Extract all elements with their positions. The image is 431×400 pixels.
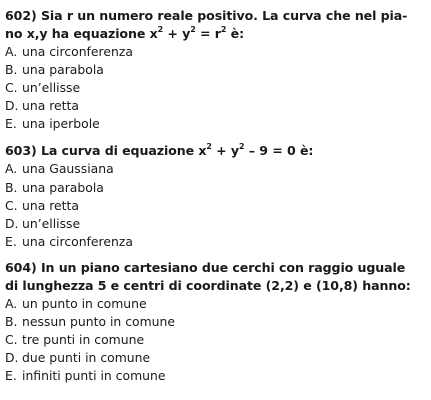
answer-options — [5, 160, 427, 250]
answer-option[interactable] — [5, 61, 427, 79]
option-text: una iperbole — [22, 116, 100, 132]
answer-option[interactable] — [5, 313, 427, 331]
answer-option[interactable] — [5, 349, 427, 367]
option-letter: D. — [5, 350, 19, 366]
option-text: una parabola — [22, 179, 104, 195]
question-604 — [5, 259, 427, 385]
answer-options — [5, 43, 427, 133]
question-number: 604) — [5, 259, 37, 275]
answer-option[interactable] — [5, 79, 427, 97]
question-text-suffix: è: — [230, 26, 245, 41]
option-text: tre punti in comune — [22, 332, 145, 348]
answer-option[interactable] — [5, 160, 427, 178]
option-text: un’ellisse — [22, 215, 81, 231]
equation: $x^2 + y^2 - 9 = 0$ — [198, 142, 296, 159]
answer-option[interactable] — [5, 331, 427, 349]
option-text: due punti in comune — [22, 350, 151, 366]
answer-option[interactable] — [5, 215, 427, 233]
option-text: una Gaussiana — [22, 161, 114, 177]
option-letter: E. — [5, 233, 17, 249]
answer-option[interactable] — [5, 197, 427, 215]
option-letter: D. — [5, 215, 19, 231]
option-text: infiniti punti in comune — [22, 368, 166, 384]
question-text-line2: di lunghezza 5 e centri di coordinate (2,2) e (10,8) hanno: — [5, 277, 411, 293]
option-text: una circonferenza — [22, 44, 133, 59]
answer-options — [5, 295, 427, 385]
question-text — [5, 7, 427, 43]
question-text-prefix: La curva di equazione — [40, 143, 195, 159]
equation: $x^2 + y^2 = r^2$ — [149, 24, 227, 41]
option-letter: A. — [5, 161, 18, 177]
option-text: nessun punto in comune — [22, 314, 176, 330]
option-letter: C. — [5, 80, 18, 96]
question-text — [5, 259, 427, 295]
answer-option[interactable] — [5, 115, 427, 133]
option-letter: C. — [5, 197, 18, 213]
option-letter: E. — [5, 368, 17, 384]
question-text-line1: In un piano cartesiano due cerchi con raggio uguale — [40, 259, 406, 275]
option-text: una circonferenza — [22, 233, 133, 249]
question-text-line1: Sia r un numero reale positivo. La curva che nel pia- — [40, 8, 408, 23]
question-602 — [5, 7, 427, 133]
option-letter: B. — [5, 179, 18, 195]
answer-option[interactable] — [5, 367, 427, 385]
option-letter: A. — [5, 44, 18, 59]
answer-option[interactable] — [5, 179, 427, 197]
question-number: 603) — [5, 143, 37, 159]
question-text-line2: no x,y ha equazione — [5, 26, 146, 41]
option-letter: B. — [5, 314, 18, 330]
option-text: un punto in comune — [22, 295, 147, 311]
answer-option[interactable] — [5, 97, 427, 115]
option-text: una parabola — [22, 62, 104, 78]
option-letter: A. — [5, 295, 18, 311]
option-text: un’ellisse — [22, 80, 81, 96]
option-text: una retta — [22, 197, 79, 213]
question-spacer — [5, 133, 427, 142]
option-letter: B. — [5, 62, 18, 78]
answer-option[interactable] — [5, 233, 427, 251]
option-letter: D. — [5, 98, 19, 114]
option-text: una retta — [22, 98, 79, 114]
option-letter: C. — [5, 332, 18, 348]
quiz-page — [5, 7, 427, 385]
question-text-suffix: è: — [299, 143, 314, 159]
question-spacer — [5, 251, 427, 259]
answer-option[interactable] — [5, 43, 427, 61]
option-letter: E. — [5, 116, 17, 132]
answer-option[interactable] — [5, 295, 427, 313]
question-603 — [5, 142, 427, 250]
question-text — [5, 142, 427, 160]
question-number: 602) — [5, 8, 37, 23]
